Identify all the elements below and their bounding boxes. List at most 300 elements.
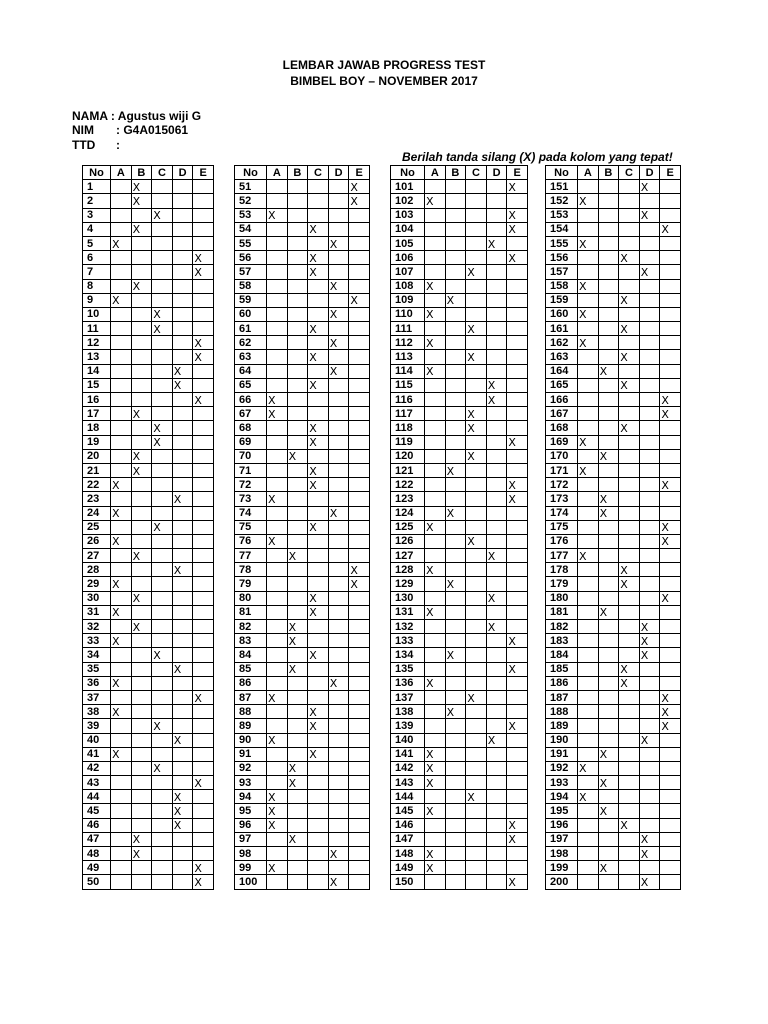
answer-cell-a[interactable]: [578, 648, 599, 662]
answer-cell-a[interactable]: [425, 378, 446, 392]
answer-cell-d[interactable]: [328, 364, 349, 378]
answer-cell-d[interactable]: [172, 733, 193, 747]
answer-cell-c[interactable]: [152, 492, 173, 506]
answer-cell-c[interactable]: [308, 634, 329, 648]
answer-cell-e[interactable]: [193, 449, 214, 463]
answer-cell-c[interactable]: [152, 662, 173, 676]
answer-cell-b[interactable]: [598, 180, 619, 194]
answer-cell-e[interactable]: [507, 293, 528, 307]
answer-cell-d[interactable]: [639, 549, 660, 563]
answer-cell-d[interactable]: [486, 875, 507, 889]
answer-cell-a[interactable]: [111, 761, 132, 775]
answer-cell-a[interactable]: [111, 563, 132, 577]
answer-cell-b[interactable]: [445, 634, 466, 648]
answer-cell-e[interactable]: [507, 421, 528, 435]
answer-cell-d[interactable]: [486, 180, 507, 194]
answer-cell-b[interactable]: [131, 861, 152, 875]
answer-cell-e[interactable]: [507, 478, 528, 492]
answer-cell-a[interactable]: [425, 818, 446, 832]
answer-cell-e[interactable]: [507, 804, 528, 818]
answer-cell-d[interactable]: [639, 790, 660, 804]
answer-cell-b[interactable]: [598, 761, 619, 775]
answer-cell-e[interactable]: [193, 591, 214, 605]
answer-cell-e[interactable]: [349, 705, 370, 719]
answer-cell-a[interactable]: [578, 180, 599, 194]
answer-cell-e[interactable]: [507, 336, 528, 350]
answer-cell-a[interactable]: [425, 563, 446, 577]
answer-cell-e[interactable]: [349, 563, 370, 577]
answer-cell-e[interactable]: [349, 776, 370, 790]
answer-cell-b[interactable]: [445, 761, 466, 775]
answer-cell-b[interactable]: [287, 534, 308, 548]
answer-cell-a[interactable]: [425, 407, 446, 421]
answer-cell-b[interactable]: [598, 492, 619, 506]
answer-cell-a[interactable]: [111, 847, 132, 861]
answer-cell-d[interactable]: [486, 719, 507, 733]
answer-cell-d[interactable]: [172, 478, 193, 492]
answer-cell-a[interactable]: [578, 676, 599, 690]
answer-cell-b[interactable]: [598, 378, 619, 392]
answer-cell-c[interactable]: [308, 478, 329, 492]
answer-cell-b[interactable]: [131, 690, 152, 704]
answer-cell-d[interactable]: [639, 804, 660, 818]
answer-cell-d[interactable]: [486, 421, 507, 435]
answer-cell-b[interactable]: [287, 492, 308, 506]
answer-cell-e[interactable]: [349, 690, 370, 704]
answer-cell-b[interactable]: [287, 449, 308, 463]
answer-cell-d[interactable]: [639, 407, 660, 421]
answer-cell-b[interactable]: [445, 776, 466, 790]
answer-cell-d[interactable]: [639, 847, 660, 861]
answer-cell-a[interactable]: [111, 293, 132, 307]
answer-cell-b[interactable]: [445, 804, 466, 818]
answer-cell-d[interactable]: [639, 563, 660, 577]
answer-cell-a[interactable]: [267, 861, 288, 875]
answer-cell-c[interactable]: [308, 733, 329, 747]
answer-cell-a[interactable]: [111, 648, 132, 662]
answer-cell-c[interactable]: [308, 790, 329, 804]
answer-cell-b[interactable]: [287, 279, 308, 293]
answer-cell-a[interactable]: [267, 577, 288, 591]
answer-cell-c[interactable]: [308, 591, 329, 605]
answer-cell-a[interactable]: [267, 307, 288, 321]
answer-cell-b[interactable]: [598, 875, 619, 889]
answer-cell-c[interactable]: [619, 563, 640, 577]
answer-cell-c[interactable]: [619, 449, 640, 463]
answer-cell-b[interactable]: [131, 251, 152, 265]
answer-cell-e[interactable]: [507, 549, 528, 563]
answer-cell-d[interactable]: [172, 620, 193, 634]
answer-cell-a[interactable]: [111, 790, 132, 804]
answer-cell-d[interactable]: [639, 875, 660, 889]
answer-cell-c[interactable]: [152, 307, 173, 321]
answer-cell-d[interactable]: [486, 761, 507, 775]
answer-cell-a[interactable]: [425, 747, 446, 761]
answer-cell-c[interactable]: [308, 322, 329, 336]
answer-cell-c[interactable]: [619, 435, 640, 449]
answer-cell-b[interactable]: [287, 478, 308, 492]
answer-cell-c[interactable]: [466, 251, 487, 265]
answer-cell-d[interactable]: [639, 676, 660, 690]
answer-cell-a[interactable]: [267, 407, 288, 421]
answer-cell-e[interactable]: [660, 520, 681, 534]
answer-cell-b[interactable]: [287, 251, 308, 265]
answer-cell-c[interactable]: [152, 336, 173, 350]
answer-cell-b[interactable]: [445, 506, 466, 520]
answer-cell-b[interactable]: [287, 733, 308, 747]
answer-cell-e[interactable]: [660, 364, 681, 378]
answer-cell-d[interactable]: [172, 747, 193, 761]
answer-cell-e[interactable]: [507, 435, 528, 449]
answer-cell-d[interactable]: [328, 776, 349, 790]
answer-cell-b[interactable]: [131, 648, 152, 662]
answer-cell-e[interactable]: [507, 449, 528, 463]
answer-cell-d[interactable]: [486, 520, 507, 534]
answer-cell-d[interactable]: [328, 549, 349, 563]
answer-cell-b[interactable]: [445, 478, 466, 492]
answer-cell-c[interactable]: [466, 393, 487, 407]
answer-cell-e[interactable]: [349, 208, 370, 222]
answer-cell-a[interactable]: [425, 804, 446, 818]
answer-cell-c[interactable]: [308, 875, 329, 889]
answer-cell-c[interactable]: [466, 818, 487, 832]
answer-cell-d[interactable]: [328, 620, 349, 634]
answer-cell-c[interactable]: [466, 463, 487, 477]
answer-cell-d[interactable]: [172, 563, 193, 577]
answer-cell-c[interactable]: [619, 648, 640, 662]
answer-cell-a[interactable]: [267, 520, 288, 534]
answer-cell-c[interactable]: [619, 676, 640, 690]
answer-cell-a[interactable]: [267, 591, 288, 605]
answer-cell-d[interactable]: [486, 648, 507, 662]
answer-cell-a[interactable]: [267, 761, 288, 775]
answer-cell-c[interactable]: [619, 620, 640, 634]
answer-cell-d[interactable]: [328, 492, 349, 506]
answer-cell-c[interactable]: [466, 634, 487, 648]
answer-cell-c[interactable]: [308, 605, 329, 619]
answer-cell-e[interactable]: [660, 463, 681, 477]
answer-cell-c[interactable]: [308, 364, 329, 378]
answer-cell-b[interactable]: [445, 279, 466, 293]
answer-cell-a[interactable]: [578, 463, 599, 477]
answer-cell-b[interactable]: [287, 648, 308, 662]
answer-cell-c[interactable]: [619, 761, 640, 775]
answer-cell-b[interactable]: [131, 790, 152, 804]
answer-cell-e[interactable]: [349, 435, 370, 449]
answer-cell-d[interactable]: [172, 790, 193, 804]
answer-cell-a[interactable]: [111, 705, 132, 719]
answer-cell-e[interactable]: [507, 605, 528, 619]
answer-cell-a[interactable]: [578, 634, 599, 648]
answer-cell-a[interactable]: [111, 279, 132, 293]
answer-cell-b[interactable]: [131, 761, 152, 775]
answer-cell-e[interactable]: [193, 761, 214, 775]
answer-cell-b[interactable]: [287, 776, 308, 790]
answer-cell-c[interactable]: [466, 733, 487, 747]
answer-cell-b[interactable]: [287, 804, 308, 818]
answer-cell-d[interactable]: [486, 690, 507, 704]
answer-cell-c[interactable]: [152, 875, 173, 889]
answer-cell-a[interactable]: [267, 690, 288, 704]
answer-cell-e[interactable]: [507, 875, 528, 889]
answer-cell-e[interactable]: [660, 620, 681, 634]
answer-cell-b[interactable]: [287, 761, 308, 775]
answer-cell-e[interactable]: [193, 421, 214, 435]
answer-cell-d[interactable]: [486, 378, 507, 392]
answer-cell-a[interactable]: [578, 733, 599, 747]
answer-cell-c[interactable]: [466, 322, 487, 336]
answer-cell-c[interactable]: [466, 747, 487, 761]
answer-cell-e[interactable]: [193, 435, 214, 449]
answer-cell-d[interactable]: [172, 222, 193, 236]
answer-cell-b[interactable]: [287, 265, 308, 279]
answer-cell-b[interactable]: [287, 620, 308, 634]
answer-cell-e[interactable]: [193, 832, 214, 846]
answer-cell-e[interactable]: [660, 492, 681, 506]
answer-cell-c[interactable]: [152, 435, 173, 449]
answer-cell-b[interactable]: [287, 563, 308, 577]
answer-cell-b[interactable]: [445, 350, 466, 364]
answer-cell-d[interactable]: [486, 463, 507, 477]
answer-cell-e[interactable]: [507, 761, 528, 775]
answer-cell-c[interactable]: [619, 804, 640, 818]
answer-cell-b[interactable]: [445, 492, 466, 506]
answer-cell-c[interactable]: [152, 449, 173, 463]
answer-cell-b[interactable]: [598, 591, 619, 605]
answer-cell-b[interactable]: [598, 449, 619, 463]
answer-cell-b[interactable]: [445, 378, 466, 392]
answer-cell-b[interactable]: [598, 776, 619, 790]
answer-cell-d[interactable]: [328, 506, 349, 520]
answer-cell-b[interactable]: [598, 506, 619, 520]
answer-cell-d[interactable]: [486, 847, 507, 861]
answer-cell-b[interactable]: [131, 847, 152, 861]
answer-cell-d[interactable]: [172, 463, 193, 477]
answer-cell-b[interactable]: [131, 620, 152, 634]
answer-cell-c[interactable]: [466, 520, 487, 534]
answer-cell-a[interactable]: [425, 180, 446, 194]
answer-cell-e[interactable]: [660, 236, 681, 250]
answer-cell-c[interactable]: [619, 662, 640, 676]
answer-cell-e[interactable]: [660, 378, 681, 392]
answer-cell-a[interactable]: [111, 222, 132, 236]
answer-cell-b[interactable]: [131, 676, 152, 690]
answer-cell-d[interactable]: [172, 307, 193, 321]
answer-cell-d[interactable]: [172, 818, 193, 832]
answer-cell-e[interactable]: [660, 322, 681, 336]
answer-cell-e[interactable]: [507, 236, 528, 250]
answer-cell-d[interactable]: [172, 520, 193, 534]
answer-cell-d[interactable]: [328, 478, 349, 492]
answer-cell-a[interactable]: [425, 350, 446, 364]
answer-cell-c[interactable]: [152, 534, 173, 548]
answer-cell-e[interactable]: [660, 407, 681, 421]
answer-cell-c[interactable]: [619, 634, 640, 648]
answer-cell-d[interactable]: [639, 832, 660, 846]
answer-cell-c[interactable]: [619, 605, 640, 619]
answer-cell-a[interactable]: [267, 605, 288, 619]
answer-cell-c[interactable]: [619, 492, 640, 506]
answer-cell-c[interactable]: [152, 577, 173, 591]
answer-cell-d[interactable]: [486, 293, 507, 307]
answer-cell-d[interactable]: [486, 251, 507, 265]
answer-cell-d[interactable]: [172, 336, 193, 350]
answer-cell-e[interactable]: [507, 393, 528, 407]
answer-cell-d[interactable]: [486, 435, 507, 449]
answer-cell-e[interactable]: [660, 549, 681, 563]
answer-cell-c[interactable]: [619, 832, 640, 846]
answer-cell-e[interactable]: [660, 577, 681, 591]
answer-cell-a[interactable]: [425, 577, 446, 591]
answer-cell-c[interactable]: [619, 534, 640, 548]
answer-cell-c[interactable]: [466, 591, 487, 605]
answer-cell-c[interactable]: [152, 733, 173, 747]
answer-cell-e[interactable]: [507, 307, 528, 321]
answer-cell-b[interactable]: [131, 180, 152, 194]
answer-cell-e[interactable]: [193, 662, 214, 676]
answer-cell-b[interactable]: [598, 279, 619, 293]
answer-cell-d[interactable]: [328, 690, 349, 704]
answer-cell-d[interactable]: [639, 719, 660, 733]
answer-cell-d[interactable]: [486, 492, 507, 506]
answer-cell-d[interactable]: [486, 222, 507, 236]
answer-cell-d[interactable]: [486, 393, 507, 407]
answer-cell-c[interactable]: [308, 194, 329, 208]
answer-cell-c[interactable]: [152, 378, 173, 392]
answer-cell-d[interactable]: [328, 236, 349, 250]
answer-cell-b[interactable]: [287, 676, 308, 690]
answer-cell-a[interactable]: [425, 620, 446, 634]
answer-cell-b[interactable]: [287, 208, 308, 222]
answer-cell-a[interactable]: [267, 804, 288, 818]
answer-cell-e[interactable]: [349, 875, 370, 889]
answer-cell-a[interactable]: [578, 832, 599, 846]
answer-cell-e[interactable]: [507, 563, 528, 577]
answer-cell-c[interactable]: [152, 350, 173, 364]
answer-cell-b[interactable]: [131, 421, 152, 435]
answer-cell-d[interactable]: [172, 208, 193, 222]
answer-cell-b[interactable]: [287, 662, 308, 676]
answer-cell-e[interactable]: [660, 534, 681, 548]
answer-cell-a[interactable]: [578, 336, 599, 350]
answer-cell-c[interactable]: [308, 463, 329, 477]
answer-cell-e[interactable]: [193, 194, 214, 208]
answer-cell-c[interactable]: [308, 293, 329, 307]
answer-cell-c[interactable]: [152, 222, 173, 236]
answer-cell-e[interactable]: [349, 761, 370, 775]
answer-cell-e[interactable]: [349, 265, 370, 279]
answer-cell-a[interactable]: [111, 577, 132, 591]
answer-cell-c[interactable]: [152, 208, 173, 222]
answer-cell-c[interactable]: [152, 676, 173, 690]
answer-cell-c[interactable]: [466, 307, 487, 321]
answer-cell-a[interactable]: [111, 549, 132, 563]
answer-cell-c[interactable]: [619, 847, 640, 861]
answer-cell-c[interactable]: [152, 506, 173, 520]
answer-cell-d[interactable]: [172, 847, 193, 861]
answer-cell-a[interactable]: [111, 463, 132, 477]
answer-cell-d[interactable]: [172, 279, 193, 293]
answer-cell-c[interactable]: [466, 279, 487, 293]
answer-cell-d[interactable]: [486, 322, 507, 336]
answer-cell-e[interactable]: [349, 818, 370, 832]
answer-cell-d[interactable]: [328, 818, 349, 832]
answer-cell-e[interactable]: [193, 776, 214, 790]
answer-cell-b[interactable]: [287, 307, 308, 321]
answer-cell-b[interactable]: [445, 747, 466, 761]
answer-cell-d[interactable]: [486, 506, 507, 520]
answer-cell-c[interactable]: [152, 832, 173, 846]
answer-cell-e[interactable]: [349, 449, 370, 463]
answer-cell-b[interactable]: [598, 620, 619, 634]
answer-cell-d[interactable]: [639, 421, 660, 435]
answer-cell-b[interactable]: [131, 605, 152, 619]
answer-cell-b[interactable]: [287, 832, 308, 846]
answer-cell-c[interactable]: [152, 293, 173, 307]
answer-cell-d[interactable]: [639, 577, 660, 591]
answer-cell-d[interactable]: [639, 322, 660, 336]
answer-cell-a[interactable]: [578, 662, 599, 676]
answer-cell-b[interactable]: [598, 549, 619, 563]
answer-cell-e[interactable]: [193, 180, 214, 194]
answer-cell-c[interactable]: [466, 180, 487, 194]
answer-cell-a[interactable]: [578, 520, 599, 534]
answer-cell-d[interactable]: [486, 534, 507, 548]
answer-cell-c[interactable]: [619, 818, 640, 832]
answer-cell-d[interactable]: [639, 634, 660, 648]
answer-cell-d[interactable]: [639, 222, 660, 236]
answer-cell-d[interactable]: [328, 790, 349, 804]
answer-cell-d[interactable]: [172, 293, 193, 307]
answer-cell-d[interactable]: [486, 208, 507, 222]
answer-cell-c[interactable]: [619, 180, 640, 194]
answer-cell-c[interactable]: [619, 407, 640, 421]
answer-cell-c[interactable]: [152, 705, 173, 719]
answer-cell-e[interactable]: [349, 733, 370, 747]
answer-cell-e[interactable]: [193, 804, 214, 818]
answer-cell-d[interactable]: [172, 378, 193, 392]
answer-cell-d[interactable]: [172, 861, 193, 875]
answer-cell-e[interactable]: [660, 875, 681, 889]
answer-cell-a[interactable]: [111, 407, 132, 421]
answer-cell-e[interactable]: [507, 818, 528, 832]
answer-cell-b[interactable]: [598, 804, 619, 818]
answer-cell-e[interactable]: [349, 322, 370, 336]
answer-cell-a[interactable]: [267, 549, 288, 563]
answer-cell-c[interactable]: [619, 549, 640, 563]
answer-cell-b[interactable]: [445, 180, 466, 194]
answer-cell-e[interactable]: [193, 563, 214, 577]
answer-cell-c[interactable]: [466, 492, 487, 506]
answer-cell-d[interactable]: [172, 236, 193, 250]
answer-cell-d[interactable]: [328, 449, 349, 463]
answer-cell-a[interactable]: [267, 435, 288, 449]
answer-cell-d[interactable]: [486, 705, 507, 719]
answer-cell-e[interactable]: [507, 847, 528, 861]
answer-cell-d[interactable]: [639, 690, 660, 704]
answer-cell-a[interactable]: [578, 407, 599, 421]
answer-cell-b[interactable]: [131, 265, 152, 279]
answer-cell-a[interactable]: [111, 307, 132, 321]
answer-cell-a[interactable]: [578, 875, 599, 889]
answer-cell-b[interactable]: [598, 861, 619, 875]
answer-cell-a[interactable]: [267, 832, 288, 846]
answer-cell-b[interactable]: [598, 364, 619, 378]
answer-cell-c[interactable]: [308, 776, 329, 790]
answer-cell-e[interactable]: [660, 435, 681, 449]
answer-cell-a[interactable]: [267, 818, 288, 832]
answer-cell-d[interactable]: [486, 265, 507, 279]
